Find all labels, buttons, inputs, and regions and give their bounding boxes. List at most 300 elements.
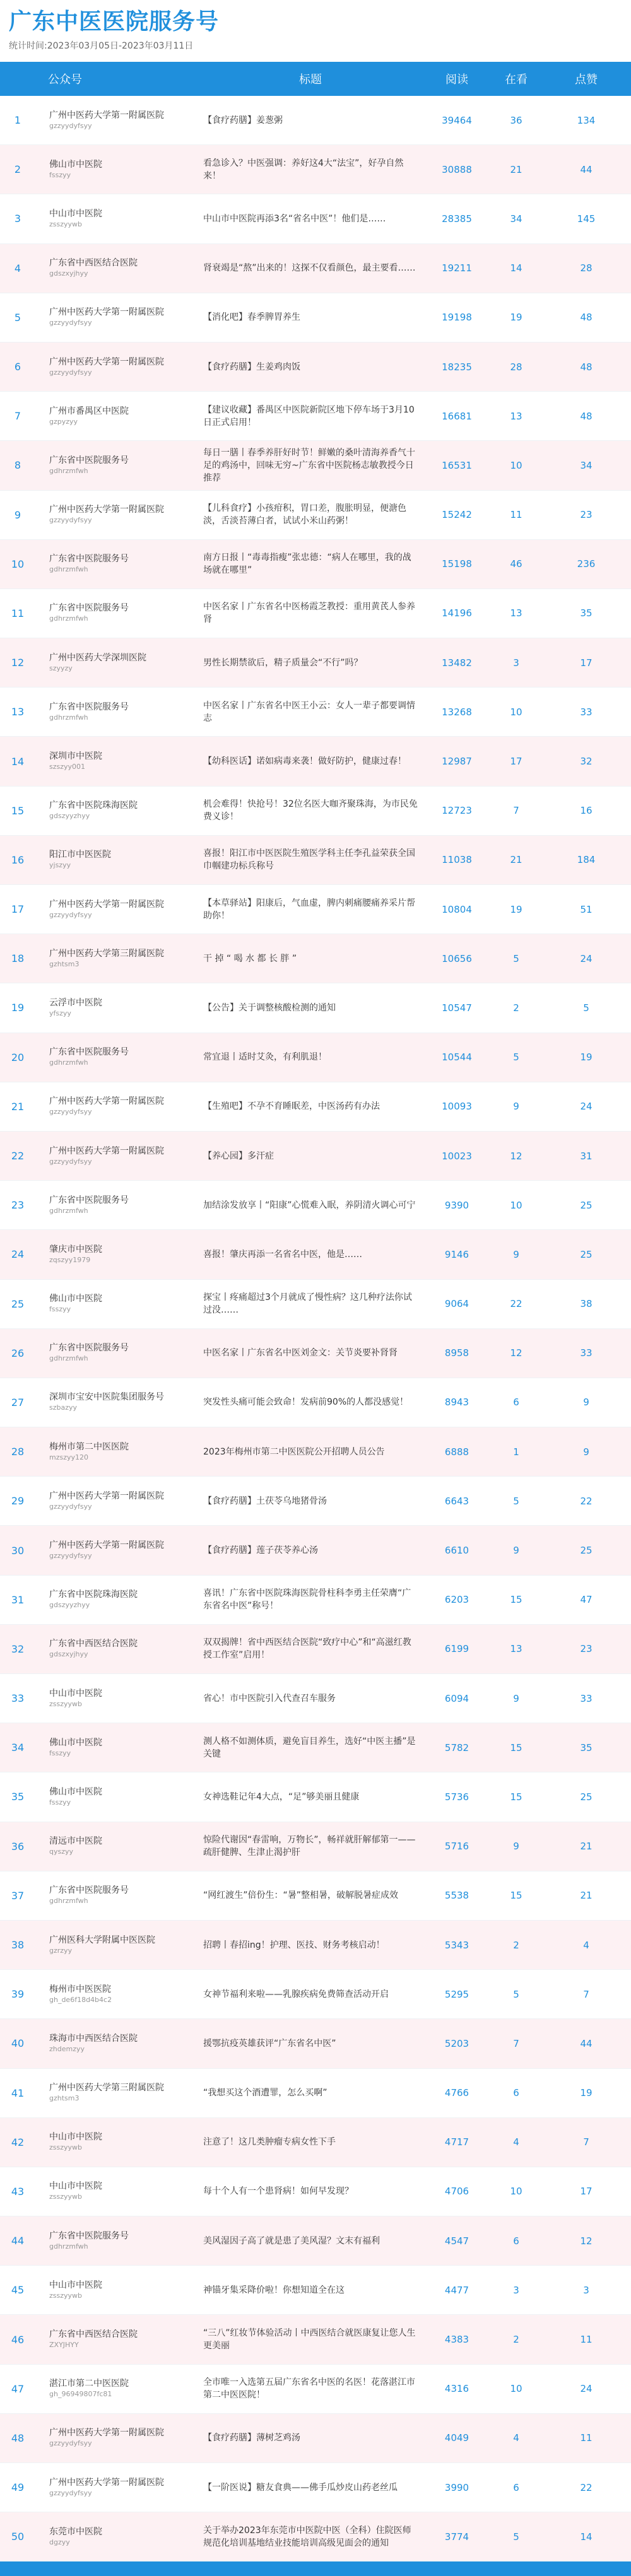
zaikan-count: 10	[510, 2383, 522, 2395]
table-row[interactable]	[0, 1230, 631, 1279]
like-column-header[interactable]: 点赞	[575, 73, 598, 86]
like-count: 24	[580, 2383, 593, 2395]
like-count: 24	[580, 952, 593, 964]
article-title-link[interactable]: 喜讯！广东省中医院珠海医院骨柱科李勇主任荣膺“广东省名中医”称号！	[203, 1588, 411, 1612]
rank-number: 16	[11, 853, 25, 866]
zaikan-count: 9	[513, 1101, 519, 1113]
rank-number: 31	[11, 1593, 25, 1606]
rank-number: 40	[11, 2037, 25, 2050]
rank-number: 46	[11, 2333, 25, 2346]
table-row[interactable]	[0, 1772, 631, 1822]
account-name[interactable]: 云浮市中医院	[49, 997, 102, 1008]
like-count: 25	[580, 1199, 593, 1211]
like-count: 236	[577, 558, 596, 570]
zaikan-count: 6	[513, 2087, 519, 2099]
table-row[interactable]	[0, 1329, 631, 1378]
article-title-link[interactable]: 常宜退丨适时艾灸，有利肌退！	[203, 1052, 327, 1063]
read-count: 3990	[444, 2481, 469, 2493]
table-row[interactable]	[0, 1526, 631, 1575]
table-row[interactable]	[0, 2216, 631, 2266]
account-name[interactable]: 广州中医药大学第一附属医院	[49, 307, 164, 318]
table-row[interactable]	[0, 96, 631, 145]
like-count: 33	[580, 1692, 593, 1704]
rank-number: 42	[11, 2136, 25, 2148]
account-name[interactable]: 广州中医药大学第一附属医院	[49, 356, 164, 367]
account-name[interactable]: 佛山市中医院	[49, 1786, 102, 1797]
account-name[interactable]: 广东省中医院服务号	[49, 701, 129, 712]
account-id: gdhrzmfwh	[49, 565, 88, 574]
rank-number: 32	[11, 1642, 25, 1655]
like-count: 134	[577, 114, 596, 126]
account-id: gdszxyjhyy	[49, 1650, 88, 1659]
read-count: 4766	[444, 2087, 469, 2099]
account-cell	[35, 1638, 198, 1660]
article-title-link[interactable]: 中医名家丨广东省名中医杨霞芝教授：重用黄芪人参养肾	[203, 602, 415, 625]
account-name[interactable]: 广州中医药大学第一附属医院	[49, 505, 164, 515]
article-title-link[interactable]: 肾衰竭是“熬”出来的！这探不仅看颜色，最主要看……	[203, 263, 416, 274]
account-name[interactable]: 深圳市宝安中医院集团服务号	[49, 1392, 164, 1403]
account-id: gdszyyzhyy	[49, 1601, 90, 1610]
table-row[interactable]	[0, 688, 631, 737]
table-row[interactable]	[0, 2167, 631, 2216]
table-row[interactable]	[0, 2315, 631, 2364]
zaikan-count: 2	[513, 1939, 519, 1951]
article-title-link[interactable]: 【幼科医话】诺如病毒来袭！做好防护，健康过春！	[203, 756, 406, 767]
rank-number: 7	[14, 410, 21, 423]
article-title-link[interactable]: 【食疗药膳】土茯苓乌地猪骨汤	[203, 1496, 327, 1506]
rank-number: 24	[11, 1248, 25, 1261]
article-title-link[interactable]: 测人格不如测体质，避免盲目养生，选好“中医主播”是关键	[203, 1736, 416, 1759]
article-title-link[interactable]: 中医名家丨广东省名中医王小云：女人一辈子都要调情志	[203, 700, 415, 723]
table-row[interactable]	[0, 787, 631, 836]
account-name[interactable]: 广东省中西医结合医院	[49, 1639, 138, 1649]
account-id: fsszyy	[49, 1748, 71, 1757]
account-name[interactable]: 广东省中医院珠海医院	[49, 1590, 138, 1600]
article-title-link[interactable]: 男性长期禁欲后，精子质量会“不行”吗？	[203, 657, 363, 668]
account-id: gzzyydyfsyy	[49, 319, 92, 327]
zaikan-count: 11	[510, 509, 522, 521]
table-row[interactable]	[0, 2414, 631, 2463]
account-name[interactable]: 广东省中医院服务号	[49, 1047, 129, 1058]
article-title-link[interactable]: 关于举办2023年东莞市中医院中医（全科）住院医师规范化培训基地结业技能培训高级见面会的通知	[203, 2525, 411, 2548]
zaikan-count: 5	[513, 1051, 519, 1063]
like-count: 5	[583, 1002, 589, 1014]
account-name[interactable]: 深圳市中医院	[49, 751, 102, 762]
article-title-link[interactable]: 中山市中医院再添3名“省名中医”！他们是……	[203, 213, 386, 224]
like-count: 33	[580, 1347, 593, 1359]
article-title-link[interactable]: 看急诊入？中医强调：养好这4大“法宝”，好孕自然来！	[203, 158, 404, 181]
account-id: gzhtsm3	[49, 2094, 80, 2103]
account-name[interactable]: 广州中医药大学第三附属医院	[49, 2083, 164, 2093]
rank-number: 25	[11, 1297, 25, 1310]
account-name[interactable]: 广东省中医院服务号	[49, 1195, 129, 1205]
rank-number: 34	[11, 1742, 25, 1754]
table-row[interactable]	[0, 1427, 631, 1477]
account-cell	[35, 2181, 198, 2202]
article-title-link[interactable]: 加结涂发放享丨“阳康”心慌难入眠，养阴清火调心可宁	[203, 1200, 416, 1210]
rank-number: 9	[14, 508, 21, 521]
account-cell	[35, 1737, 198, 1759]
account-name[interactable]: 广州中医药大学第一附属医院	[49, 2428, 164, 2438]
article-title-link[interactable]: 女神节福利来啦——乳腺疾病免费筛查活动开启	[203, 1989, 389, 1999]
like-count: 11	[580, 2334, 593, 2346]
table-row[interactable]	[0, 145, 631, 194]
read-count: 4717	[444, 2136, 469, 2148]
table-row[interactable]	[0, 194, 631, 243]
read-count: 5782	[444, 1742, 469, 1753]
table-row[interactable]	[0, 2365, 631, 2414]
article-title-link[interactable]: 【一阶医说】糖友食典——佛手瓜炒皮山药老丝瓜	[203, 2482, 398, 2493]
like-count: 25	[580, 1545, 593, 1557]
rank-number: 10	[11, 558, 25, 570]
table-row[interactable]	[0, 491, 631, 540]
rank-number: 2	[14, 163, 21, 176]
account-name[interactable]: 广东省中西医结合医院	[49, 258, 138, 269]
account-name[interactable]: 梅州市第二中医医院	[49, 1441, 129, 1452]
account-name[interactable]: 广东省中医院服务号	[49, 554, 129, 565]
article-title-link[interactable]: 干 掉 “ 喝 水 都 长 胖 ”	[203, 953, 297, 964]
account-name[interactable]: 珠海市中西医结合医院	[49, 2033, 138, 2044]
account-name[interactable]: 中山市中医院	[49, 1688, 102, 1699]
article-title-link[interactable]: 【儿科食疗】小孩疳积，胃口差，腹胀明显，便溏色淡，舌淡苔薄白者，试试小米山药粥！	[203, 503, 406, 527]
zaikan-count: 4	[513, 2136, 519, 2148]
zaikan-column-header[interactable]: 在看	[505, 73, 528, 86]
account-cell	[35, 159, 198, 180]
account-name[interactable]: 佛山市中医院	[49, 1294, 102, 1304]
like-count: 14	[580, 2531, 593, 2543]
rank-number: 28	[11, 1446, 25, 1458]
account-cell	[35, 1046, 198, 1068]
account-name[interactable]: 广东省中医院珠海医院	[49, 800, 138, 811]
table-row[interactable]	[0, 2512, 631, 2561]
stat-period: 统计时间:2023年03月05日-2023年03月11日	[9, 41, 194, 51]
account-id: gzzyydyfsyy	[49, 1108, 92, 1116]
like-count: 32	[580, 756, 593, 768]
article-title-link[interactable]: 招聘丨春招ing！护理、医技、财务考核启动！	[203, 1940, 385, 1950]
rank-number: 44	[11, 2235, 25, 2247]
account-cell	[35, 2477, 198, 2498]
rank-number: 12	[11, 657, 25, 669]
read-count: 5736	[444, 1791, 469, 1803]
account-cell	[35, 800, 198, 821]
account-column-header: 公众号	[48, 73, 82, 86]
article-title-link[interactable]: 2023年梅州市第二中医医院公开招聘人员公告	[203, 1446, 385, 1457]
account-name[interactable]: 肇庆市中医院	[49, 1244, 102, 1255]
read-count: 28385	[442, 213, 472, 225]
article-title-link[interactable]: 【食疗药膳】生姜鸡肉饭	[203, 361, 300, 372]
like-count: 25	[580, 1791, 593, 1803]
account-name[interactable]: 广州中医药大学第一附属医院	[49, 110, 164, 120]
account-cell	[35, 1293, 198, 1314]
account-name[interactable]: 广东省中医院服务号	[49, 2230, 129, 2241]
account-name[interactable]: 东莞市中医院	[49, 2526, 102, 2537]
account-name[interactable]: 湛江市第二中医医院	[49, 2379, 129, 2389]
article-title-link[interactable]: 神锚牙集采降价啦！你想知道全在这	[203, 2285, 345, 2295]
like-count: 23	[580, 509, 593, 521]
like-count: 35	[580, 1742, 593, 1753]
like-count: 24	[580, 1101, 593, 1113]
table-row[interactable]	[0, 293, 631, 342]
read-count: 6094	[444, 1692, 469, 1704]
table-row[interactable]	[0, 589, 631, 638]
read-count: 30888	[442, 163, 472, 175]
account-id: gzpyzyy	[49, 417, 78, 426]
account-name[interactable]: 清远市中医院	[49, 1836, 102, 1847]
read-count: 10804	[442, 903, 472, 915]
article-title-link[interactable]: “三八”红妆节体验活动丨中西医结合就医康复让您人生更美丽	[203, 2328, 416, 2351]
like-count: 17	[580, 2186, 593, 2198]
read-count: 39464	[442, 114, 472, 126]
table-row[interactable]	[0, 1625, 631, 1674]
like-count: 25	[580, 1248, 593, 1260]
article-title-link[interactable]: 【本草驿站】阳康后，气血虚，脾内刺痛腰痛养采片帮助你！	[203, 898, 415, 921]
rank-number: 33	[11, 1692, 25, 1705]
table-row[interactable]	[0, 1576, 631, 1625]
zaikan-count: 34	[510, 213, 522, 225]
account-id: zsszyywb	[49, 220, 83, 228]
table-row[interactable]	[0, 2118, 631, 2167]
account-name[interactable]: 广东省中医院服务号	[49, 455, 129, 465]
zaikan-count: 46	[510, 558, 522, 570]
account-name[interactable]: 广州医科大学附属中医医院	[49, 1935, 155, 1945]
table-row[interactable]	[0, 244, 631, 293]
read-count: 18235	[442, 361, 472, 373]
rank-number: 30	[11, 1544, 25, 1557]
account-id: gdhrzmfwh	[49, 1206, 88, 1215]
rank-number: 45	[11, 2284, 25, 2297]
account-name[interactable]: 佛山市中医院	[49, 159, 102, 170]
rank-number: 39	[11, 1988, 25, 2001]
table-row[interactable]	[0, 441, 631, 490]
article-title-link[interactable]: 【养心园】多汗症	[203, 1150, 274, 1161]
table-row[interactable]	[0, 1181, 631, 1230]
table-row[interactable]	[0, 885, 631, 934]
account-name[interactable]: 广东省中医院服务号	[49, 1885, 129, 1896]
table-row[interactable]	[0, 934, 631, 983]
article-title-link[interactable]: 【食疗药膳】莲子茯苓养心汤	[203, 1545, 318, 1556]
read-count: 6643	[444, 1495, 469, 1507]
article-title-link[interactable]: 喜报！阳江市中医医院生殖医学科主任李孔益荣获全国巾帼建功标兵称号	[203, 848, 415, 872]
account-name[interactable]: 广东省中医院服务号	[49, 1343, 129, 1354]
read-count: 6610	[444, 1545, 469, 1557]
table-row[interactable]	[0, 638, 631, 688]
article-title-link[interactable]: “网红渡生”倍份生：“暑”整相暑，破解脱暑症成效	[203, 1890, 399, 1901]
table-row[interactable]	[0, 1082, 631, 1132]
account-id: gzzyydyfsyy	[49, 1502, 92, 1511]
rank-number: 17	[11, 903, 25, 916]
account-name[interactable]: 广州中医药大学第一附属医院	[49, 1540, 164, 1551]
account-name[interactable]: 中山市中医院	[49, 2280, 102, 2290]
account-id: qyszyy	[49, 1847, 74, 1856]
rank-number: 19	[11, 1002, 25, 1014]
account-cell	[35, 1244, 198, 1265]
table-row[interactable]	[0, 342, 631, 392]
account-id: gzzyydyfsyy	[49, 2439, 92, 2448]
account-name[interactable]: 梅州市中医医院	[49, 1984, 111, 1994]
account-name[interactable]: 广州中医药大学第一附属医院	[49, 1096, 164, 1107]
like-count: 3	[583, 2284, 589, 2296]
table-row[interactable]	[0, 1723, 631, 1772]
zaikan-count: 9	[513, 1841, 519, 1853]
account-id: gdhrzmfwh	[49, 1897, 88, 1906]
zaikan-count: 14	[510, 262, 522, 274]
article-title-link[interactable]: 惊险代谢因“春雷响，万物长”，畅祥就肝解郁第一——疏肝健脾、生津止渴护肝	[203, 1835, 416, 1858]
account-id: gdhrzmfwh	[49, 1058, 88, 1067]
article-title-link[interactable]: 【食疗药膳】薄树芝鸡汤	[203, 2433, 300, 2444]
table-row[interactable]	[0, 1674, 631, 1723]
read-count: 5203	[444, 2037, 469, 2049]
article-title-link[interactable]: 南方日报丨“毒毒指瘦”张忠德：“病人在哪里，我的战场就在哪里”	[203, 553, 411, 576]
account-name[interactable]: 中山市中医院	[49, 2132, 102, 2143]
account-cell	[35, 2033, 198, 2054]
zaikan-count: 5	[513, 1988, 519, 2000]
read-count: 9146	[444, 1248, 469, 1260]
article-title-link[interactable]: “我想买这个酒遭罪，怎么买啊”	[203, 2088, 327, 2099]
read-count: 19198	[442, 312, 472, 324]
read-count: 3774	[444, 2531, 469, 2543]
rank-number: 36	[11, 1840, 25, 1853]
read-count: 4049	[444, 2432, 469, 2444]
read-count: 4547	[444, 2235, 469, 2247]
account-name[interactable]: 广州中医药大学第一附属医院	[49, 1145, 164, 1156]
zaikan-count: 36	[510, 114, 522, 126]
article-title-link[interactable]: 省心！市中医院引入代查召车服务	[203, 1693, 336, 1704]
table-row[interactable]	[0, 2266, 631, 2315]
table-row[interactable]	[0, 983, 631, 1033]
table-row[interactable]	[0, 2069, 631, 2118]
account-cell	[35, 1391, 198, 1413]
table-row[interactable]	[0, 540, 631, 589]
account-id: gdhrzmfwh	[49, 614, 88, 623]
account-id: gdhrzmfwh	[49, 466, 88, 475]
account-name[interactable]: 广州中医药大学深圳医院	[49, 652, 146, 663]
article-title-link[interactable]: 每日一膳丨春季养肝好时节！鲜嫩的桑叶清海养香气十足的鸡汤中，回味无穷~广东省中医院杨志敏教授今日推荐	[203, 447, 415, 483]
account-name[interactable]: 中山市中医院	[49, 2181, 102, 2192]
zaikan-count: 7	[513, 2037, 519, 2049]
account-name[interactable]: 广州中医药大学第一附属医院	[49, 2477, 164, 2488]
account-id: zhdemzyy	[49, 2044, 85, 2053]
rank-number: 26	[11, 1347, 25, 1359]
account-name[interactable]: 广东省中西医结合医院	[49, 2329, 138, 2340]
table-row[interactable]	[0, 836, 631, 885]
account-id: fsszyy	[49, 1305, 71, 1314]
zaikan-count: 15	[510, 1791, 522, 1803]
zaikan-count: 2	[513, 2334, 519, 2346]
account-cell	[35, 110, 198, 131]
account-id: gdszyyzhyy	[49, 812, 90, 821]
like-count: 38	[580, 1298, 593, 1310]
article-title-link[interactable]: 【消化吧】春季脾胃养生	[203, 312, 300, 323]
table-row[interactable]	[0, 2019, 631, 2068]
footer-bar	[0, 2561, 631, 2576]
article-title-link[interactable]: 全市唯一入选第五届广东省名中医的名医！花落湛江市第二中医医院！	[203, 2377, 415, 2401]
rank-number: 14	[11, 755, 25, 768]
like-count: 19	[580, 2087, 593, 2099]
zaikan-count: 15	[510, 1594, 522, 1606]
table-row[interactable]	[0, 1970, 631, 2019]
article-title-link[interactable]: 双双揭牌！省中西医结合医院“致疗中心”和“高滋红教授工作室”启用！	[203, 1637, 411, 1661]
table-row[interactable]	[0, 392, 631, 441]
article-title-link[interactable]: 机会难得！快抢号！32位名医大咖齐聚珠海，为市民免费义诊！	[203, 799, 418, 823]
account-name[interactable]: 广东省中医院服务号	[49, 603, 129, 614]
zaikan-count: 5	[513, 2531, 519, 2543]
article-title-link[interactable]: 探宝丨疼痛超过3个月就成了慢性病？这几种疗法你试过没……	[203, 1292, 412, 1316]
account-cell	[35, 2427, 198, 2449]
article-title-link[interactable]: 中医名家丨广东省名中医刘金文：关节炎要补肾肾	[203, 1348, 398, 1359]
account-id: fsszyy	[49, 170, 71, 179]
table-row[interactable]	[0, 2463, 631, 2512]
read-count: 15198	[442, 558, 472, 570]
account-id: gdszxyjhyy	[49, 269, 88, 278]
table-row[interactable]	[0, 737, 631, 786]
rank-number: 1	[14, 114, 21, 127]
like-count: 48	[580, 312, 593, 324]
title-column-header: 标题	[299, 73, 322, 86]
rank-number: 47	[11, 2382, 25, 2395]
article-title-link[interactable]: 援鄂抗疫英雄获评“广东省名中医”	[203, 2038, 336, 2049]
read-column-header[interactable]: 阅读	[445, 73, 468, 86]
account-cell	[35, 1786, 198, 1808]
account-name[interactable]: 阳江市中医医院	[49, 850, 111, 860]
zaikan-count: 12	[510, 1347, 522, 1359]
rank-number: 43	[11, 2185, 25, 2198]
account-name[interactable]: 中山市中医院	[49, 208, 102, 219]
rank-number: 37	[11, 1889, 25, 1902]
account-name[interactable]: 广州中医药大学第一附属医院	[49, 899, 164, 910]
article-title-link[interactable]: 女神选鞋记年4大点，“足”够美丽且健康	[203, 1791, 360, 1802]
rank-number: 13	[11, 706, 25, 718]
article-title-link[interactable]: 注意了！这几类肿瘤专病女性下手	[203, 2137, 336, 2148]
zaikan-count: 2	[513, 1002, 519, 1014]
rank-number: 23	[11, 1199, 25, 1212]
like-count: 16	[580, 805, 593, 817]
account-id: szszyy001	[49, 763, 86, 771]
account-id: zsszyywb	[49, 2291, 83, 2300]
article-title-link[interactable]: 美风湿因子高了就是患了美风湿？文末有福利	[203, 2235, 380, 2246]
read-count: 10656	[442, 952, 472, 964]
table-row[interactable]	[0, 1871, 631, 1921]
zaikan-count: 5	[513, 952, 519, 964]
account-id: mzszyy120	[49, 1453, 89, 1461]
account-name[interactable]: 广州中医药大学第三附属医院	[49, 948, 164, 959]
read-count: 10093	[442, 1101, 472, 1113]
like-count: 28	[580, 262, 593, 274]
table-row[interactable]	[0, 1378, 631, 1427]
article-title-link[interactable]: 【公告】关于调整核酸检测的通知	[203, 1002, 336, 1013]
article-title-link[interactable]: 【生殖吧】不孕不育睡眠差，中医汤药有办法	[203, 1101, 380, 1112]
table-row[interactable]	[0, 1477, 631, 1526]
table-row[interactable]	[0, 1822, 631, 1871]
article-title-link[interactable]: 【食疗药膳】姜葱粥	[203, 115, 283, 126]
table-row[interactable]	[0, 1921, 631, 1970]
article-title-link[interactable]: 突发性头痛可能会致命！发病前90%的人都没感觉！	[203, 1397, 409, 1408]
article-title-link[interactable]: 喜报！肇庆再添一名省名中医，他是……	[203, 1249, 362, 1260]
read-count: 4477	[444, 2284, 469, 2296]
account-cell	[35, 751, 198, 772]
table-row[interactable]	[0, 1280, 631, 1329]
rank-number: 4	[14, 262, 21, 274]
account-name[interactable]: 佛山市中医院	[49, 1737, 102, 1748]
table-row[interactable]	[0, 1033, 631, 1082]
account-name[interactable]: 广州中医药大学第一附属医院	[49, 1490, 164, 1501]
account-name[interactable]: 广州市番禺区中医院	[49, 406, 129, 416]
read-count: 4706	[444, 2186, 469, 2198]
article-title-link[interactable]: 每十个人有一个患肾病！如何早发现？	[203, 2186, 353, 2197]
read-count: 6199	[444, 1643, 469, 1655]
table-row[interactable]	[0, 1132, 631, 1181]
article-title-link[interactable]: 【建议收藏】番禺区中医院新院区地下停车场于3月10日正式启用！	[203, 404, 415, 428]
account-cell	[35, 2526, 198, 2548]
